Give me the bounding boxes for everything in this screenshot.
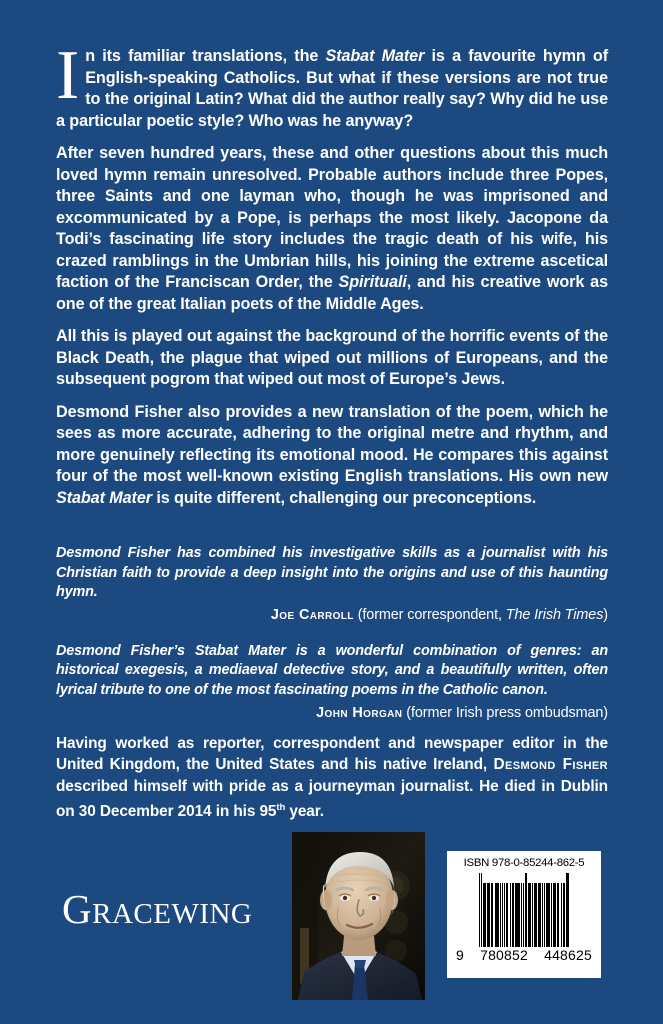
barcode-digit-group-2: 780852 (480, 947, 528, 963)
bio-part-1: Having worked as reporter, correspondent and newspaper editor in the United Kingdom, the United States and his native Ireland, (56, 735, 608, 774)
barcode-digit-row (455, 947, 593, 963)
quote-text-2-a: Desmond Fisher’s (56, 642, 195, 659)
portrait-image (292, 832, 425, 1000)
blurb-p4-a: Desmond Fisher also provides a new translation of the poem, which he sees as more accurate, adhering to the original metre and rhythm, and more genuinely reflecting its emotional mood. He compares this against four of the most well-known existing English translations. His own new (56, 402, 608, 485)
publisher-logo-gracewing: Gracewing (62, 886, 253, 932)
bio-ordinal-suffix: th (276, 802, 286, 814)
drop-cap-letter: I (56, 37, 80, 114)
blurb-paragraph-3: All this is played out against the background of the horrific events of the Black Death, the plague that wiped out millions of Europeans, and the subsequent pogrom that wiped out most of Europe’s Jews. (56, 327, 608, 388)
endorsement-quotes (56, 544, 608, 723)
blurb-p1-tail: is a favourite hymn of English-speaking Catholics. But what if these versions are not true to the original Latin? What did the author really say? Why did he use a particular poetic style? Who was he anyway? (56, 47, 608, 130)
author-bio (56, 733, 608, 823)
quote-text-2-work-title: Stabat Mater (194, 642, 286, 659)
bio-author-name: Desmond Fisher (493, 756, 608, 774)
quote-author-2: John Horgan (316, 704, 403, 721)
blurb-p4-b: is quite different, challenging our preconceptions. (151, 488, 537, 507)
bio-part-2: described himself with pride as a journeyman journalist. He died in Dublin on 30 December 2014 in his 95 (56, 777, 608, 821)
quote-attribution-2 (56, 703, 608, 723)
quote-text-2 (56, 642, 608, 701)
author-bio-text (56, 733, 608, 823)
quote-author-1: Joe Carroll (270, 606, 354, 623)
blurb-p2-italic-term: Spirituali (338, 273, 407, 291)
quote-block-1 (56, 544, 608, 625)
author-portrait-photo (292, 832, 425, 1000)
quote-text-1: Desmond Fisher has combined his investigative skills as a journalist with his Christian faith to provide a deep insight into the origins and use of this haunting hymn. (56, 545, 608, 601)
quote-role-1-before: (former correspondent, (353, 606, 506, 623)
barcode-digit-group-1: 9 (456, 947, 464, 963)
isbn-number-label: ISBN 978-0-85244-862-5 (463, 857, 585, 869)
barcode-bars (479, 873, 570, 947)
barcode-digit-group-3: 448625 (544, 947, 592, 963)
blurb-copy (56, 37, 608, 509)
quote-block-2 (56, 642, 608, 723)
blurb-p2-a: After seven hundred years, these and other questions about this much loved hymn remain unresolved. Probable authors include three Popes, three Saints and one layman who, though he was imprisoned and excommunicated by a Pope, is perhaps the most likely. Jacopone da Todi’s fascinating life story includes the tragic death of his wife, his crazed ramblings in the Umbrian hills, his joining the extreme ascetical faction of the Franciscan Order, the (56, 144, 608, 291)
blurb-p1-lead: n its familiar translations, the (85, 47, 326, 65)
quote-role-1-after: ) (603, 606, 608, 623)
bio-part-3: year. (285, 803, 324, 821)
quote-role-1-publication: The Irish Times (505, 606, 604, 623)
blurb-p2-b: , and his creative work as one of the great Italian poets of the Middle Ages. (56, 273, 608, 313)
quote-attribution-1 (56, 605, 608, 625)
blurb-paragraph-1 (56, 37, 608, 132)
isbn-barcode (447, 851, 601, 978)
blurb-paragraph-2 (56, 143, 608, 315)
quote-text-2-b: is a wonderful combination of genres: an historical exegesis, a mediaeval detective story, and a beautifully written, often lyrical tribute to one of the most fascinating poems in the Catholic canon. (56, 642, 608, 698)
barcode-bar (569, 873, 570, 947)
blurb-p4-work-title: Stabat Mater (56, 488, 152, 507)
blurb-paragraph-4 (56, 402, 608, 510)
quote-role-2-before: (former Irish press ombudsman) (402, 704, 608, 721)
blurb-p1-work-title: Stabat Mater (325, 47, 425, 65)
